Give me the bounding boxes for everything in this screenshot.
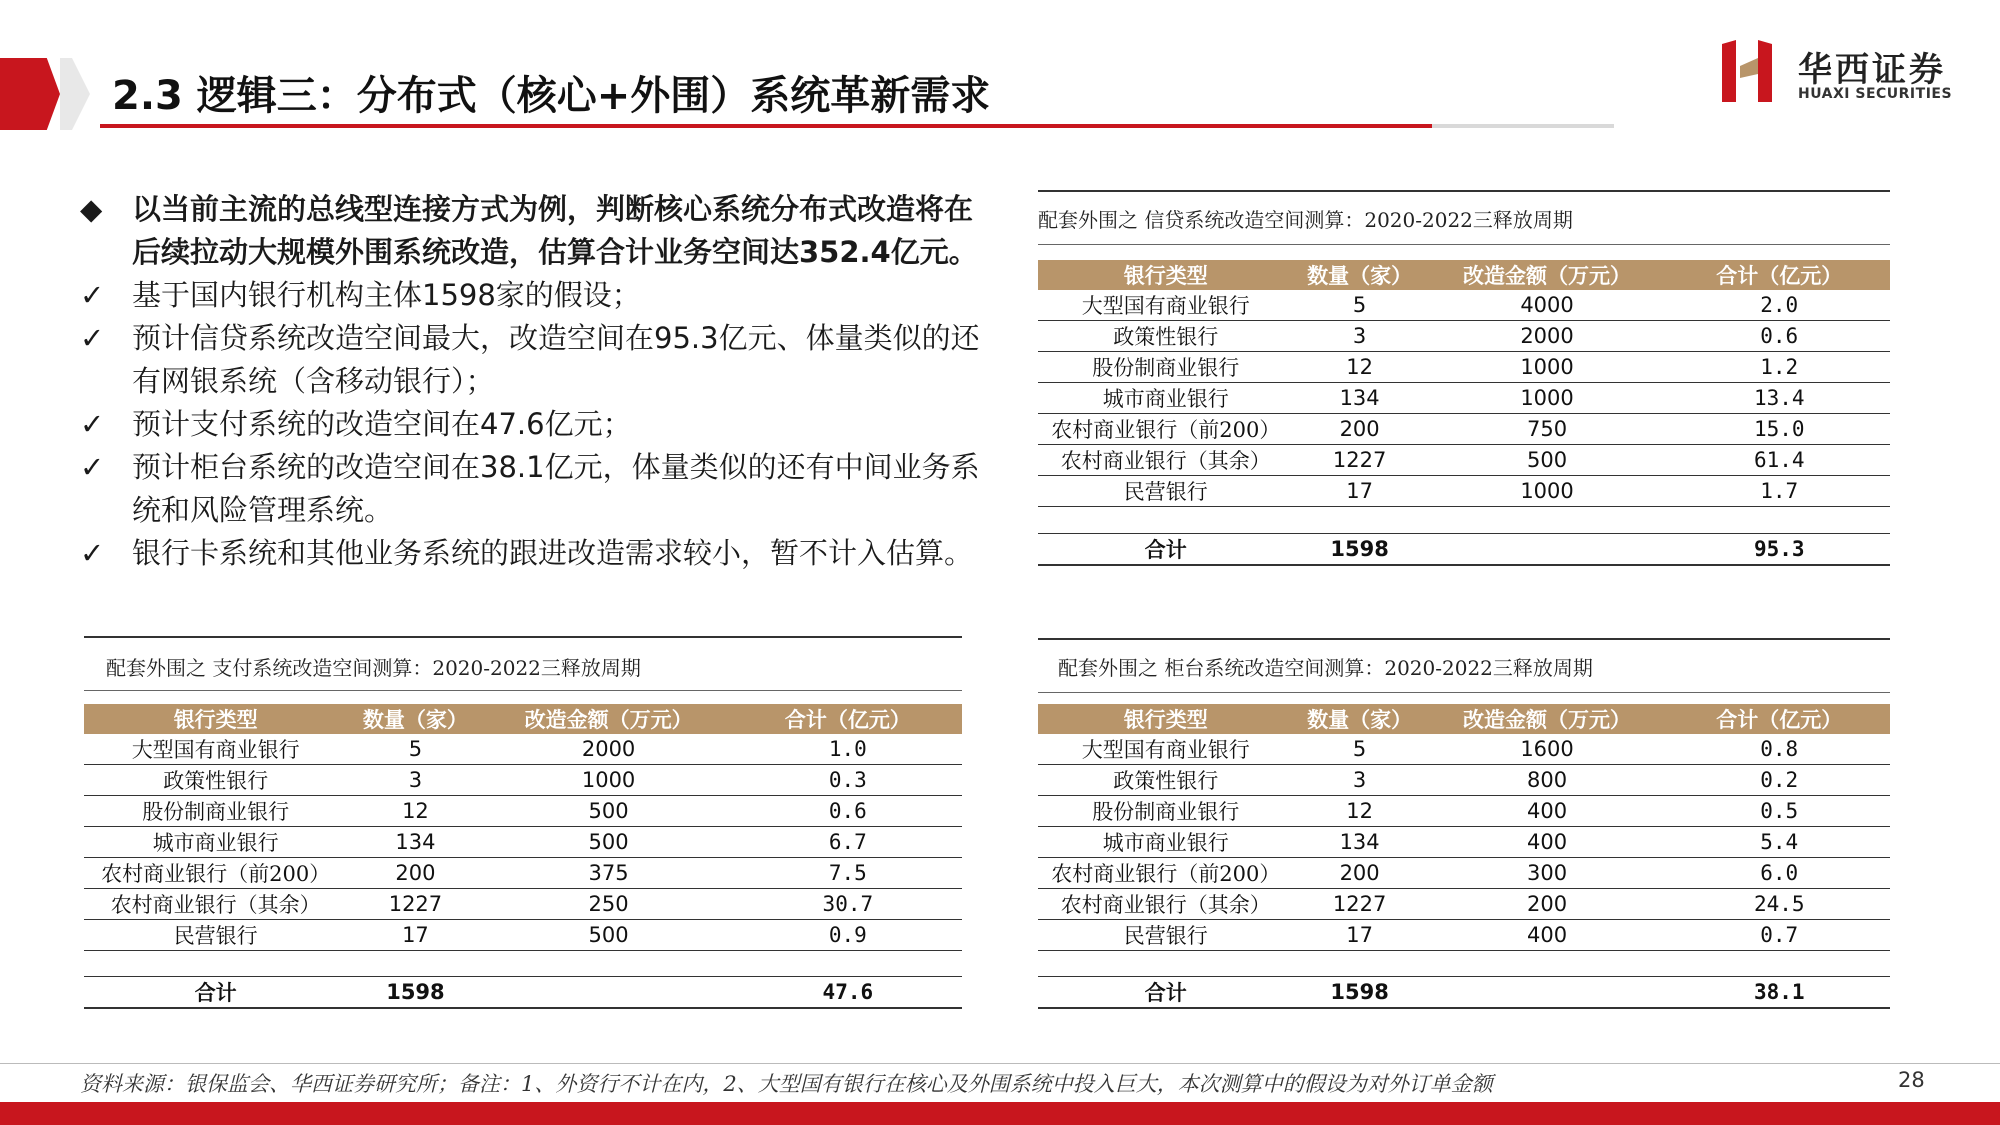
table-total-row <box>84 977 962 1009</box>
caption-rule-top <box>84 636 962 638</box>
caption-rule-top <box>1038 638 1890 640</box>
total-cell: 1.0 <box>734 734 962 765</box>
checkmark-icon: ✓ <box>80 278 105 312</box>
total-amount-cell <box>1426 534 1669 566</box>
table-header-row <box>1038 260 1890 290</box>
count-cell: 1227 <box>347 889 483 920</box>
logo-chinese-name: 华西证券 <box>1798 50 1946 90</box>
bullet-item <box>80 446 1000 532</box>
table-row <box>1038 352 1890 383</box>
column-header: 改造金额（万元） <box>1426 260 1669 290</box>
bank-type-cell: 股份制商业银行 <box>84 796 347 827</box>
total-cell: 5.4 <box>1668 827 1890 858</box>
total-cell: 13.4 <box>1668 383 1890 414</box>
bank-type-cell: 大型国有商业银行 <box>84 734 347 765</box>
count-cell: 3 <box>1294 321 1426 352</box>
total-cell: 6.0 <box>1668 858 1890 889</box>
diamond-bullet-icon: ◆ <box>80 192 103 226</box>
bullet-item <box>80 532 1000 575</box>
bank-type-cell: 政策性银行 <box>1038 765 1294 796</box>
bullet-main <box>80 188 1000 274</box>
page-number: 28 <box>1898 1068 1925 1092</box>
bank-type-cell <box>1038 507 1294 534</box>
bank-type-cell: 股份制商业银行 <box>1038 352 1294 383</box>
total-cell: 1.2 <box>1668 352 1890 383</box>
table-row <box>84 734 962 765</box>
counter-system-table <box>1038 638 1890 1028</box>
total-cell: 24.5 <box>1668 889 1890 920</box>
table-row <box>1038 765 1890 796</box>
amount-cell <box>1426 507 1669 534</box>
checkmark-icon: ✓ <box>80 450 105 484</box>
bullet-item <box>80 274 1000 317</box>
count-cell <box>1294 951 1426 977</box>
table-row <box>84 951 962 977</box>
count-cell: 134 <box>347 827 483 858</box>
caption-rule-bottom <box>84 690 962 691</box>
bullet-item <box>80 317 1000 403</box>
summary-bullets <box>80 188 1000 575</box>
total-cell <box>1668 507 1890 534</box>
footer-rule <box>0 1063 2000 1064</box>
table-row <box>1038 476 1890 507</box>
column-header: 数量（家） <box>1294 260 1426 290</box>
total-amount-cell <box>483 977 733 1009</box>
bullet-text: 预计信贷系统改造空间最大，改造空间在95.3亿元、体量类似的还有网银系统（含移动银行）； <box>132 321 980 398</box>
column-header: 银行类型 <box>84 704 347 734</box>
amount-cell: 500 <box>483 920 733 951</box>
data-table <box>1038 260 1890 566</box>
total-sum-cell: 95.3 <box>1668 534 1890 566</box>
total-count-cell: 1598 <box>1294 977 1426 1009</box>
amount-cell <box>483 951 733 977</box>
total-label-cell: 合计 <box>1038 977 1294 1009</box>
checkmark-icon: ✓ <box>80 536 105 570</box>
column-header: 银行类型 <box>1038 260 1294 290</box>
table-row <box>84 765 962 796</box>
table-header-row <box>1038 704 1890 734</box>
bullet-text: 预计支付系统的改造空间在47.6亿元； <box>132 407 632 441</box>
count-cell: 5 <box>1294 734 1426 765</box>
amount-cell: 4000 <box>1426 290 1669 321</box>
table-row <box>1038 321 1890 352</box>
bank-type-cell: 政策性银行 <box>84 765 347 796</box>
checkmark-icon: ✓ <box>80 321 105 355</box>
total-cell: 0.8 <box>1668 734 1890 765</box>
column-header: 合计（亿元） <box>734 704 962 734</box>
table-row <box>1038 383 1890 414</box>
table-row <box>1038 858 1890 889</box>
table-header-row <box>84 704 962 734</box>
amount-cell: 400 <box>1426 920 1669 951</box>
table-row <box>1038 796 1890 827</box>
column-header: 合计（亿元） <box>1668 704 1890 734</box>
count-cell: 5 <box>1294 290 1426 321</box>
table-row <box>84 889 962 920</box>
table-row <box>1038 734 1890 765</box>
amount-cell: 1000 <box>1426 352 1669 383</box>
total-cell: 0.9 <box>734 920 962 951</box>
bank-type-cell: 政策性银行 <box>1038 321 1294 352</box>
bullet-item <box>80 403 1000 446</box>
total-cell: 2.0 <box>1668 290 1890 321</box>
header-accent-shadow <box>60 58 90 130</box>
bank-type-cell: 城市商业银行 <box>84 827 347 858</box>
bank-type-cell: 农村商业银行（前200） <box>1038 858 1294 889</box>
amount-cell: 750 <box>1426 414 1669 445</box>
total-count-cell: 1598 <box>347 977 483 1009</box>
bank-type-cell: 股份制商业银行 <box>1038 796 1294 827</box>
table-total-row <box>1038 977 1890 1009</box>
amount-cell: 200 <box>1426 889 1669 920</box>
bank-type-cell: 民营银行 <box>1038 476 1294 507</box>
table-total-row <box>1038 534 1890 566</box>
table-row <box>1038 827 1890 858</box>
bank-type-cell: 大型国有商业银行 <box>1038 734 1294 765</box>
column-header: 合计（亿元） <box>1668 260 1890 290</box>
total-amount-cell <box>1426 977 1669 1009</box>
total-cell: 61.4 <box>1668 445 1890 476</box>
amount-cell: 2000 <box>483 734 733 765</box>
total-cell: 0.5 <box>1668 796 1890 827</box>
table-caption: 配套外围之 信贷系统改造空间测算：2020-2022三释放周期 <box>1038 208 1573 232</box>
total-cell: 0.7 <box>1668 920 1890 951</box>
credit-system-table <box>1038 190 1890 590</box>
table-row <box>1038 290 1890 321</box>
bank-type-cell <box>1038 951 1294 977</box>
company-logo <box>1718 40 1978 110</box>
total-sum-cell: 38.1 <box>1668 977 1890 1009</box>
count-cell: 1227 <box>1294 445 1426 476</box>
title-underline <box>100 124 1432 128</box>
caption-rule-top <box>1038 190 1890 192</box>
footer-red-band <box>0 1102 2000 1125</box>
bank-type-cell <box>84 951 347 977</box>
table-row <box>1038 445 1890 476</box>
count-cell: 134 <box>1294 383 1426 414</box>
total-cell: 0.6 <box>734 796 962 827</box>
total-cell: 15.0 <box>1668 414 1890 445</box>
total-cell: 1.7 <box>1668 476 1890 507</box>
page-title: 2.3 逻辑三：分布式（核心+外围）系统革新需求 <box>112 73 991 119</box>
bank-type-cell: 农村商业银行（其余） <box>1038 889 1294 920</box>
amount-cell: 375 <box>483 858 733 889</box>
source-note: 资料来源：银保监会、华西证券研究所；备注：1、外资行不计在内，2、大型国有银行在核心及外围系统中投入巨大，本次测算中的假设为对外订单金额 <box>80 1072 1493 1096</box>
total-cell: 6.7 <box>734 827 962 858</box>
total-cell: 30.7 <box>734 889 962 920</box>
column-header: 银行类型 <box>1038 704 1294 734</box>
count-cell: 1227 <box>1294 889 1426 920</box>
bank-type-cell: 城市商业银行 <box>1038 383 1294 414</box>
amount-cell: 500 <box>1426 445 1669 476</box>
column-header: 数量（家） <box>347 704 483 734</box>
count-cell: 134 <box>1294 827 1426 858</box>
table-row <box>84 827 962 858</box>
amount-cell: 1000 <box>1426 476 1669 507</box>
data-table <box>84 704 962 1009</box>
huaxi-logo-icon <box>1718 40 1776 102</box>
amount-cell: 250 <box>483 889 733 920</box>
column-header: 改造金额（万元） <box>483 704 733 734</box>
bank-type-cell: 农村商业银行（前200） <box>1038 414 1294 445</box>
amount-cell: 400 <box>1426 827 1669 858</box>
total-count-cell: 1598 <box>1294 534 1426 566</box>
logo-english-name: HUAXI SECURITIES <box>1798 86 1953 102</box>
count-cell <box>1294 507 1426 534</box>
bullet-text: 基于国内银行机构主体1598家的假设； <box>132 278 641 312</box>
amount-cell: 400 <box>1426 796 1669 827</box>
column-header: 改造金额（万元） <box>1426 704 1669 734</box>
amount-cell: 2000 <box>1426 321 1669 352</box>
count-cell: 12 <box>1294 352 1426 383</box>
bank-type-cell: 农村商业银行（其余） <box>1038 445 1294 476</box>
data-table <box>1038 704 1890 1009</box>
total-cell: 0.3 <box>734 765 962 796</box>
bank-type-cell: 民营银行 <box>84 920 347 951</box>
bank-type-cell: 大型国有商业银行 <box>1038 290 1294 321</box>
header-accent-tab <box>0 58 60 130</box>
bank-type-cell: 农村商业银行（其余） <box>84 889 347 920</box>
total-cell: 7.5 <box>734 858 962 889</box>
count-cell: 200 <box>1294 858 1426 889</box>
count-cell: 17 <box>1294 920 1426 951</box>
bullet-text: 以当前主流的总线型连接方式为例，判断核心系统分布式改造将在后续拉动大规模外围系统改造，估算合计业务空间达352.4亿元。 <box>132 192 978 269</box>
table-caption: 配套外围之 柜台系统改造空间测算：2020-2022三释放周期 <box>1058 656 1593 680</box>
count-cell: 17 <box>1294 476 1426 507</box>
count-cell: 200 <box>1294 414 1426 445</box>
caption-rule-bottom <box>1038 244 1890 245</box>
caption-rule-bottom <box>1038 692 1890 693</box>
count-cell: 3 <box>1294 765 1426 796</box>
payment-system-table <box>84 636 962 1026</box>
bank-type-cell: 农村商业银行（前200） <box>84 858 347 889</box>
count-cell: 200 <box>347 858 483 889</box>
total-label-cell: 合计 <box>1038 534 1294 566</box>
total-cell <box>734 951 962 977</box>
table-row <box>84 858 962 889</box>
count-cell: 3 <box>347 765 483 796</box>
table-row <box>1038 507 1890 534</box>
bank-type-cell: 民营银行 <box>1038 920 1294 951</box>
count-cell: 12 <box>347 796 483 827</box>
count-cell: 17 <box>347 920 483 951</box>
title-underline-extension <box>1432 124 1614 128</box>
amount-cell: 1000 <box>1426 383 1669 414</box>
amount-cell: 1600 <box>1426 734 1669 765</box>
table-row <box>1038 920 1890 951</box>
bullet-text: 银行卡系统和其他业务系统的跟进改造需求较小，暂不计入估算。 <box>132 536 974 570</box>
count-cell: 5 <box>347 734 483 765</box>
table-row <box>1038 889 1890 920</box>
count-cell <box>347 951 483 977</box>
table-row <box>1038 414 1890 445</box>
bullet-text: 预计柜台系统的改造空间在38.1亿元，体量类似的还有中间业务系统和风险管理系统。 <box>132 450 980 527</box>
total-cell: 0.6 <box>1668 321 1890 352</box>
amount-cell: 300 <box>1426 858 1669 889</box>
total-sum-cell: 47.6 <box>734 977 962 1009</box>
checkmark-icon: ✓ <box>80 407 105 441</box>
amount-cell <box>1426 951 1669 977</box>
column-header: 数量（家） <box>1294 704 1426 734</box>
total-label-cell: 合计 <box>84 977 347 1009</box>
total-cell: 0.2 <box>1668 765 1890 796</box>
amount-cell: 500 <box>483 827 733 858</box>
amount-cell: 500 <box>483 796 733 827</box>
total-cell <box>1668 951 1890 977</box>
table-row <box>84 920 962 951</box>
amount-cell: 800 <box>1426 765 1669 796</box>
table-caption: 配套外围之 支付系统改造空间测算：2020-2022三释放周期 <box>106 656 641 680</box>
count-cell: 12 <box>1294 796 1426 827</box>
table-row <box>84 796 962 827</box>
table-row <box>1038 951 1890 977</box>
bank-type-cell: 城市商业银行 <box>1038 827 1294 858</box>
amount-cell: 1000 <box>483 765 733 796</box>
